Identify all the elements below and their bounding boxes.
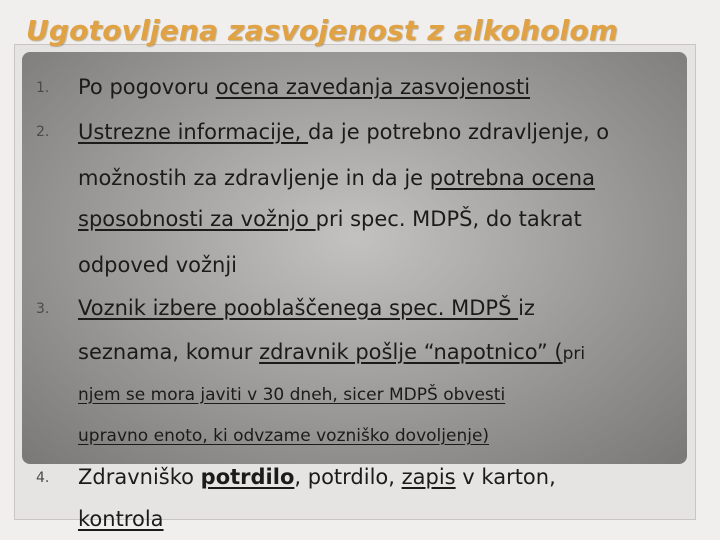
list-number: 4.	[36, 470, 50, 486]
list-number: 3.	[36, 301, 50, 317]
underlined-text: upravno enoto, ki odvzame vozniško dovoljenje)	[78, 426, 490, 446]
text-segment: seznama, komur	[78, 340, 260, 364]
text-segment: v karton,	[455, 465, 556, 489]
text-segment: Zdravniško	[78, 465, 201, 489]
list-item-line	[78, 120, 609, 144]
underlined-text: potrebna ocena	[429, 166, 595, 190]
text-segment: Po pogovoru	[78, 75, 216, 99]
list-item-line	[78, 507, 164, 531]
slide-title: Ugotovljena zasvojenost z alkoholom	[26, 14, 619, 47]
list-number: 1.	[36, 80, 50, 96]
list-item-line	[78, 166, 595, 190]
underlined-text: njem se mora javiti v 30 dneh, sicer MDPŠ obvesti	[78, 385, 506, 405]
underlined-text: zdravnik pošlje “napotnico” (	[259, 340, 563, 364]
text-segment: pri spec. MDPŠ, do takrat	[315, 207, 582, 231]
underlined-text: ocena zavedanja zasvojenosti	[215, 75, 531, 99]
underlined-text: Ustrezne informacije,	[78, 120, 309, 144]
underlined-text: zapis	[401, 465, 456, 489]
list-item-line	[78, 340, 585, 364]
text-segment: pri	[562, 344, 586, 364]
underlined-text: potrdilo	[200, 465, 295, 489]
list-number: 2.	[36, 124, 50, 140]
underlined-text: Voznik izbere pooblaščenega spec. MDPŠ	[78, 296, 519, 320]
text-segment: da je potrebno zdravljenje, o	[308, 120, 610, 144]
text-segment: iz	[518, 296, 535, 320]
list-item-line	[78, 207, 582, 231]
list-item-line	[78, 422, 489, 446]
list-item-line	[78, 296, 535, 320]
text-segment: odpoved vožnji	[78, 253, 237, 277]
list-item-line	[78, 465, 556, 489]
text-segment: možnostih za zdravljenje in da je	[78, 166, 430, 190]
list-item-line	[78, 75, 530, 99]
list-item-line	[78, 253, 237, 277]
list-item-line	[78, 381, 505, 405]
underlined-text: kontrola	[78, 507, 164, 531]
text-segment: , potrdilo,	[294, 465, 402, 489]
underlined-text: sposobnosti za vožnjo	[78, 207, 316, 231]
